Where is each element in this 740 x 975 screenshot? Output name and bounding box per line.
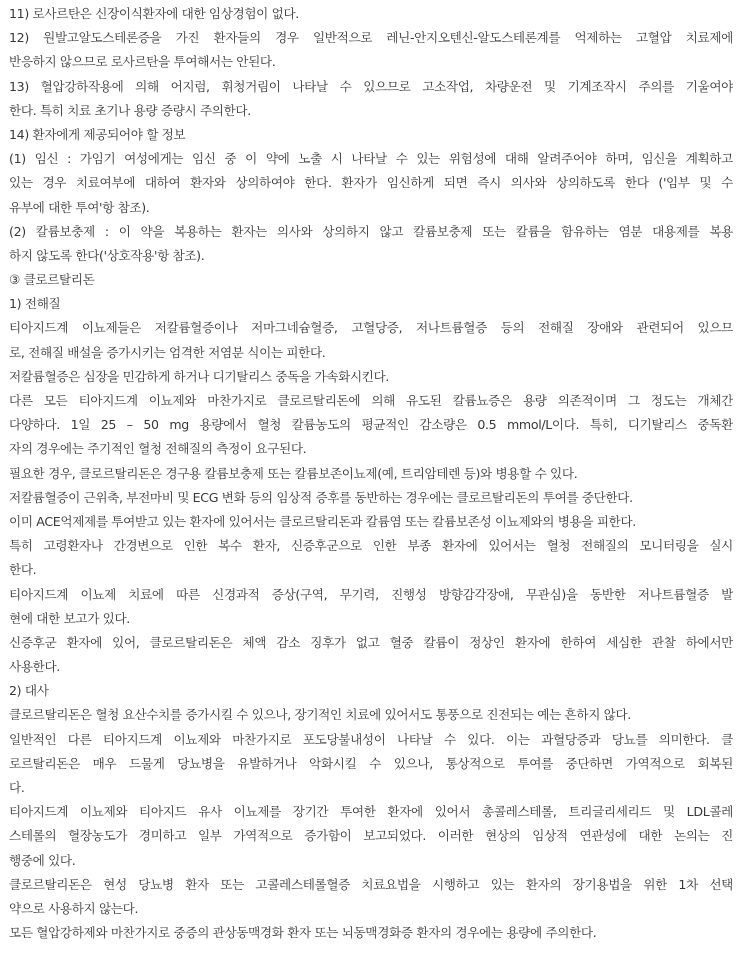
text-line: 스테롤의 혈장농도가 경미하고 일부 가역적으로 증가함이 보고되었다. 이러한 현상의 임상적 연관성에 대한 논의는 진	[9, 828, 733, 844]
text-line: 반응하지 않으므로 로사르탄을 투여해서는 안된다.	[9, 54, 276, 70]
text-line: 클로르탈리돈은 혈청 요산수치를 증가시킬 수 있으나, 장기적인 치료에 있어서도 통풍으로 진전되는 예는 흔하지 않다.	[9, 707, 631, 723]
text-line: 티아지드계 이뇨제들은 저칼륨혈증이나 저마그네슘혈증, 고혈당증, 저나트륨혈증 등의 전해질 장애와 관련되어 있으므	[9, 320, 733, 336]
text-line: 신증후군 환자에 있어, 클로르탈리돈은 체액 감소 징후가 없고 혈중 칼륨이 정상인 환자에 한하여 세심한 관찰 하에서만	[9, 634, 733, 650]
text-line: ③ 클로르탈리돈	[9, 272, 95, 288]
text-line: 현에 대한 보고가 있다.	[9, 610, 130, 626]
text-line: 약으로 사용하지 않는다.	[9, 900, 139, 916]
text-line: 14) 환자에게 제공되어야 할 정보	[9, 126, 186, 142]
text-line: 한다. 특히 치료 초기나 용량 증량시 주의한다.	[9, 102, 251, 118]
text-line: 자의 경우에는 주기적인 혈청 전해질의 측정이 요구된다.	[9, 441, 307, 457]
text-line: 일반적인 다른 티아지드계 이뇨제와 마찬가지로 포도당불내성이 나타날 수 있다. 이는 과혈당증과 당뇨를 의미한다. 클	[9, 731, 733, 747]
text-line: 특히 고령환자나 간경변으로 인한 복수 환자, 신증후군으로 인한 부종 환자에 있어서는 혈청 전해질의 모니터링을 실시	[9, 538, 733, 554]
text-line: (1) 임신 : 가임기 여성에게는 임신 중 이 약에 노출 시 나타날 수 있는 위험성에 대해 알려주어야 하며, 임신을 계획하고	[9, 151, 733, 167]
text-line: 클로르탈리돈은 현성 당뇨병 환자 또는 고콜레스테롤혈증 치료요법을 시행하고 있는 환자의 장기용법을 위한 1차 선택	[9, 876, 733, 892]
text-line: 이미 ACE억제제를 투여받고 있는 환자에 있어서는 클로르탈리돈과 칼륨염 또는 칼륨보존성 이뇨제와의 병용을 피한다.	[9, 513, 636, 529]
text-line: 한다.	[9, 562, 37, 578]
text-line: 저칼륨혈증이 근위축, 부전마비 및 ECG 변화 등의 임상적 증후를 동반하는 경우에는 클로르탈리돈의 투여를 중단한다.	[9, 489, 633, 505]
document-body	[9, 2, 733, 945]
text-line: 유부에 대한 투여'항 참조).	[9, 199, 150, 215]
text-line: 있는 경우 치료여부에 대하여 환자와 상의하여야 한다. 환자가 임신하게 되면 즉시 의사와 상의하도록 한다 ('임부 및 수	[9, 175, 733, 191]
text-line: 다.	[9, 780, 25, 795]
text-line: 12) 원발고알도스테론증을 가진 환자들의 경우 일반적으로 레닌-안지오텐신-알도스테론계를 억제하는 고혈압 치료제에	[9, 30, 733, 46]
text-line: 필요한 경우, 클로르탈리돈은 경구용 칼륨보충제 또는 칼륨보존이뇨제(예, 트리암테렌 등)와 병용할 수 있다.	[9, 465, 578, 481]
text-line: 11) 로사르탄은 신장이식환자에 대한 임상경험이 없다.	[9, 6, 299, 21]
text-line: 로, 전해질 배설을 증가시키는 엄격한 저염분 식이는 피한다.	[9, 344, 326, 360]
text-line: 다양하다. 1일 25 – 50 mg 용량에서 혈청 칼륨농도의 평균적인 감소량은 0.5 mmol/L이다. 특히, 디기탈리스 중독환	[9, 417, 733, 433]
text-line: 티아지드계 이뇨제와 티아지드 유사 이뇨제를 장기간 투여한 환자에 있어서 총콜레스테롤, 트리글리세리드 및 LDL콜레	[9, 804, 733, 820]
text-line: 1) 전해질	[9, 296, 61, 312]
text-line: 모든 혈압강하제와 마찬가지로 중증의 관상동맥경화 환자 또는 뇌동맥경화증 환자의 경우에는 용량에 주의한다.	[9, 925, 597, 941]
text-line: 2) 대사	[9, 683, 49, 699]
text-line: 저칼륨혈증은 심장을 민감하게 하거나 디기탈리스 중독을 가속화시킨다.	[9, 368, 390, 384]
text-line: 13) 혈압강하작용에 의해 어지럼, 휘청거림이 나타날 수 있으므로 고소작업, 차량운전 및 기계조작시 주의를 기울여야	[9, 78, 733, 94]
text-line: 다른 모든 티아지드계 이뇨제와 마찬가지로 클로르탈리돈에 의해 유도된 칼륨뇨증은 용량 의존적이며 그 정도는 개체간	[9, 393, 733, 408]
text-line: 티아지드계 이뇨제 치료에 따른 신경과적 증상(구역, 무기력, 진행성 방향감각장애, 무관심)을 동반한 저나트륨혈증 발	[9, 586, 733, 602]
text-line: 로르탈리돈은 매우 드물게 당뇨병을 유발하거나 악화시킬 수 있으나, 통상적으로 투여를 중단하면 가역적으로 회복된	[9, 755, 733, 771]
text-line: 행중에 있다.	[9, 852, 76, 868]
text-line: 사용한다.	[9, 659, 60, 675]
text-line: 하지 않도록 한다('상호작용'항 참조).	[9, 247, 205, 263]
text-line: (2) 칼륨보충제 : 이 약을 복용하는 환자는 의사와 상의하지 않고 칼륨보충제 또는 칼륨을 함유하는 염분 대용제를 복용	[9, 223, 733, 239]
